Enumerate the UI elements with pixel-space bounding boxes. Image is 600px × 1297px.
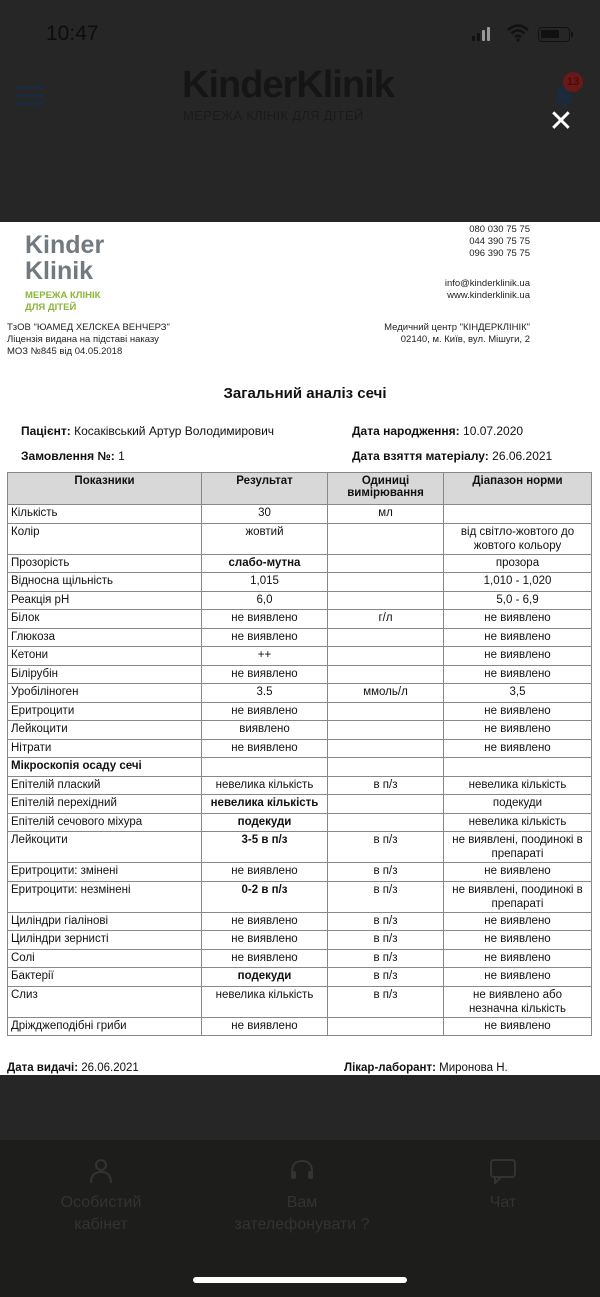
table-row bbox=[8, 912, 592, 931]
table-row bbox=[8, 986, 592, 1017]
bottom-nav bbox=[0, 1140, 600, 1297]
cell-range: невелика кількість bbox=[444, 776, 592, 795]
cell-range: не виявлено bbox=[444, 628, 592, 647]
cell-unit: мл bbox=[328, 505, 444, 524]
col-header: Одиниці вимірювання bbox=[328, 473, 444, 505]
cell-result: жовтий bbox=[202, 523, 328, 554]
order-number: Замовлення №: 1 bbox=[21, 449, 125, 463]
table-row bbox=[8, 523, 592, 554]
chat-icon bbox=[489, 1158, 517, 1184]
cell-range: не виявлено bbox=[444, 647, 592, 666]
cell-name: Бактерії bbox=[8, 968, 202, 987]
table-header bbox=[8, 473, 592, 505]
cell-unit bbox=[328, 573, 444, 592]
cell-unit: в п/з bbox=[328, 776, 444, 795]
wifi-icon bbox=[507, 24, 529, 42]
table-row bbox=[8, 776, 592, 795]
cell-range: 1,010 - 1,020 bbox=[444, 573, 592, 592]
cell-unit: г/л bbox=[328, 610, 444, 629]
cell-unit bbox=[328, 795, 444, 814]
close-button[interactable] bbox=[543, 104, 579, 140]
cell-result: не виявлено bbox=[202, 702, 328, 721]
cell-name: Епітелій плаский bbox=[8, 776, 202, 795]
col-header: Діапазон норми bbox=[444, 473, 592, 505]
table-row bbox=[8, 702, 592, 721]
cell-unit: в п/з bbox=[328, 986, 444, 1017]
cell-result: 3.5 bbox=[202, 684, 328, 703]
table-row bbox=[8, 721, 592, 740]
brand-subtitle: МЕРЕЖА КЛІНІК ДЛЯ ДІТЕЙ bbox=[183, 108, 364, 123]
cell-name: Глюкоза bbox=[8, 628, 202, 647]
table-row bbox=[8, 968, 592, 987]
birth-date: Дата народження: 10.07.2020 bbox=[352, 424, 524, 438]
close-icon: ✕ bbox=[548, 105, 574, 138]
cell-unit: в п/з bbox=[328, 912, 444, 931]
cell-range: 5,0 - 6,9 bbox=[444, 591, 592, 610]
cell-result: 6,0 bbox=[202, 591, 328, 610]
cell-result: не виявлено bbox=[202, 1017, 328, 1036]
cell-range: подекуди bbox=[444, 795, 592, 814]
table-row bbox=[8, 795, 592, 814]
cell-result: не виявлено bbox=[202, 949, 328, 968]
col-header: Результат bbox=[202, 473, 328, 505]
cell-range: невелика кількість bbox=[444, 813, 592, 832]
cell-range: від світло-жовтого до жовтого кольору bbox=[444, 523, 592, 554]
cell-range: прозора bbox=[444, 554, 592, 573]
cell-range: не виявлено bbox=[444, 931, 592, 950]
cell-name: Кетони bbox=[8, 647, 202, 666]
col-header: Показники bbox=[8, 473, 202, 505]
cell-range: не виявлені, поодинокі в препараті bbox=[444, 832, 592, 863]
headset-icon bbox=[289, 1158, 315, 1184]
cell-unit: в п/з bbox=[328, 881, 444, 912]
cell-unit: в п/з bbox=[328, 931, 444, 950]
cell-range bbox=[444, 758, 592, 777]
cell-result: не виявлено bbox=[202, 610, 328, 629]
clinic-web-contacts: info@kinderklinik.ua www.kinderklinik.ua bbox=[444, 278, 530, 301]
status-time: 10:47 bbox=[46, 22, 99, 45]
brand-logo: KinderKlinik bbox=[182, 64, 394, 106]
cell-result: 1,015 bbox=[202, 573, 328, 592]
cell-unit: в п/з bbox=[328, 832, 444, 863]
cell-unit bbox=[328, 554, 444, 573]
cell-range: не виявлено bbox=[444, 665, 592, 684]
cell-name: Білірубін bbox=[8, 665, 202, 684]
section-row bbox=[8, 758, 592, 777]
cell-range: не виявлено bbox=[444, 1017, 592, 1036]
table-row bbox=[8, 739, 592, 758]
table-row bbox=[8, 647, 592, 666]
cell-name: Епітелій сечового міхура bbox=[8, 813, 202, 832]
cell-name: Прозорість bbox=[8, 554, 202, 573]
cell-name: Дріжджеподібні гриби bbox=[8, 1017, 202, 1036]
cell-range: не виявлено bbox=[444, 863, 592, 882]
table-row bbox=[8, 832, 592, 863]
cell-result: подекуди bbox=[202, 813, 328, 832]
cell-range bbox=[444, 505, 592, 524]
clinic-logo-subtitle: МЕРЕЖА КЛІНІК ДЛЯ ДІТЕЙ bbox=[25, 290, 101, 313]
cell-name: Епітелій перехідний bbox=[8, 795, 202, 814]
cell-unit bbox=[328, 523, 444, 554]
cell-range: не виявлені, поодинокі в препараті bbox=[444, 881, 592, 912]
nav-cabinet[interactable]: Особистий кабінет bbox=[16, 1158, 186, 1236]
clinic-phones: 080 030 75 75 044 390 75 75 096 390 75 75 bbox=[469, 224, 530, 259]
cell-name: Циліндри зернисті bbox=[8, 931, 202, 950]
lab-report bbox=[0, 222, 600, 1075]
table-row bbox=[8, 628, 592, 647]
cell-unit bbox=[328, 721, 444, 740]
user-icon bbox=[89, 1158, 113, 1184]
cell-name: Еритроцити: незмінені bbox=[8, 881, 202, 912]
organization-info: ТзОВ "ЮАМЕД ХЕЛСКЕА ВЕНЧЕРЗ" Ліцензія видана на підставі наказу МОЗ №845 від 04.05.2018 bbox=[7, 322, 170, 357]
cell-result: 0-2 в п/з bbox=[202, 881, 328, 912]
cell-result: не виявлено bbox=[202, 739, 328, 758]
cell-range: не виявлено bbox=[444, 968, 592, 987]
cell-result: не виявлено bbox=[202, 628, 328, 647]
cell-unit: ммоль/л bbox=[328, 684, 444, 703]
cell-result: 30 bbox=[202, 505, 328, 524]
status-bar bbox=[0, 0, 600, 60]
table-row bbox=[8, 573, 592, 592]
nav-chat[interactable]: Чат bbox=[418, 1158, 588, 1214]
cell-result: слабо-мутна bbox=[202, 554, 328, 573]
cell-unit bbox=[328, 702, 444, 721]
cell-name: Колір bbox=[8, 523, 202, 554]
cell-range: 3,5 bbox=[444, 684, 592, 703]
signal-icon bbox=[472, 27, 490, 41]
cell-unit bbox=[328, 628, 444, 647]
sample-date: Дата взяття матеріалу: 26.06.2021 bbox=[352, 449, 553, 463]
cell-result: невелика кількість bbox=[202, 776, 328, 795]
cell-result: подекуди bbox=[202, 968, 328, 987]
cell-name: Кількість bbox=[8, 505, 202, 524]
table-row bbox=[8, 813, 592, 832]
home-indicator[interactable] bbox=[193, 1277, 407, 1283]
cell-range: не виявлено bbox=[444, 912, 592, 931]
cell-range: не виявлено bbox=[444, 610, 592, 629]
cell-unit: в п/з bbox=[328, 949, 444, 968]
lab-doctor: Лікар-лаборант: Миронова Н. bbox=[344, 1062, 508, 1074]
table-row bbox=[8, 949, 592, 968]
cell-result: невелика кількість bbox=[202, 795, 328, 814]
table-row bbox=[8, 684, 592, 703]
cell-result: не виявлено bbox=[202, 931, 328, 950]
cell-result: виявлено bbox=[202, 721, 328, 740]
table-row bbox=[8, 1017, 592, 1036]
table-row bbox=[8, 505, 592, 524]
cell-unit bbox=[328, 758, 444, 777]
cell-name: Еритроцити bbox=[8, 702, 202, 721]
cell-unit bbox=[328, 591, 444, 610]
cell-result: не виявлено bbox=[202, 863, 328, 882]
battery-icon bbox=[538, 27, 570, 42]
table-row bbox=[8, 881, 592, 912]
cell-name: Мікроскопія осаду сечі bbox=[8, 758, 202, 777]
cell-range: не виявлено або незначна кількість bbox=[444, 986, 592, 1017]
cell-name: Лейкоцити bbox=[8, 721, 202, 740]
table-row bbox=[8, 931, 592, 950]
cell-unit bbox=[328, 647, 444, 666]
cell-unit bbox=[328, 665, 444, 684]
cell-result: невелика кількість bbox=[202, 986, 328, 1017]
cell-name: Лейкоцити bbox=[8, 832, 202, 863]
results-table bbox=[7, 472, 592, 1036]
clinic-logo: Kinder Klinik bbox=[25, 231, 105, 285]
cell-name: Відносна щільність bbox=[8, 573, 202, 592]
notification-badge: 13 bbox=[563, 72, 583, 92]
cell-unit bbox=[328, 739, 444, 758]
cell-name: Солі bbox=[8, 949, 202, 968]
table-row bbox=[8, 610, 592, 629]
table-row bbox=[8, 591, 592, 610]
cell-result: не виявлено bbox=[202, 665, 328, 684]
cell-name: Нітрати bbox=[8, 739, 202, 758]
cell-range: не виявлено bbox=[444, 739, 592, 758]
cell-result: не виявлено bbox=[202, 912, 328, 931]
cell-unit bbox=[328, 1017, 444, 1036]
report-title: Загальний аналіз сечі bbox=[223, 385, 387, 402]
cell-range: не виявлено bbox=[444, 949, 592, 968]
table-row bbox=[8, 863, 592, 882]
cell-name: Уробіліноген bbox=[8, 684, 202, 703]
clinic-address: Медичний центр "КІНДЕРКЛІНІК" 02140, м. Київ, вул. Мішуги, 2 bbox=[384, 322, 530, 345]
cell-unit: в п/з bbox=[328, 863, 444, 882]
cell-unit bbox=[328, 813, 444, 832]
cell-unit: в п/з bbox=[328, 968, 444, 987]
cell-name: Циліндри гіалінові bbox=[8, 912, 202, 931]
table-row bbox=[8, 665, 592, 684]
cell-name: Реакція pH bbox=[8, 591, 202, 610]
cell-result: 3-5 в п/з bbox=[202, 832, 328, 863]
patient-info: Пацієнт: Косаківський Артур Володимирович bbox=[21, 424, 275, 438]
issue-date: Дата видачі: 26.06.2021 bbox=[7, 1062, 139, 1074]
menu-icon[interactable] bbox=[16, 86, 44, 110]
cell-name: Білок bbox=[8, 610, 202, 629]
table-row bbox=[8, 554, 592, 573]
cell-result bbox=[202, 758, 328, 777]
cell-name: Еритроцити: змінені bbox=[8, 863, 202, 882]
cell-name: Слиз bbox=[8, 986, 202, 1017]
cell-range: не виявлено bbox=[444, 721, 592, 740]
cell-result: ++ bbox=[202, 647, 328, 666]
cell-range: не виявлено bbox=[444, 702, 592, 721]
nav-callback[interactable]: Вам зателефонувати ? bbox=[217, 1158, 387, 1236]
